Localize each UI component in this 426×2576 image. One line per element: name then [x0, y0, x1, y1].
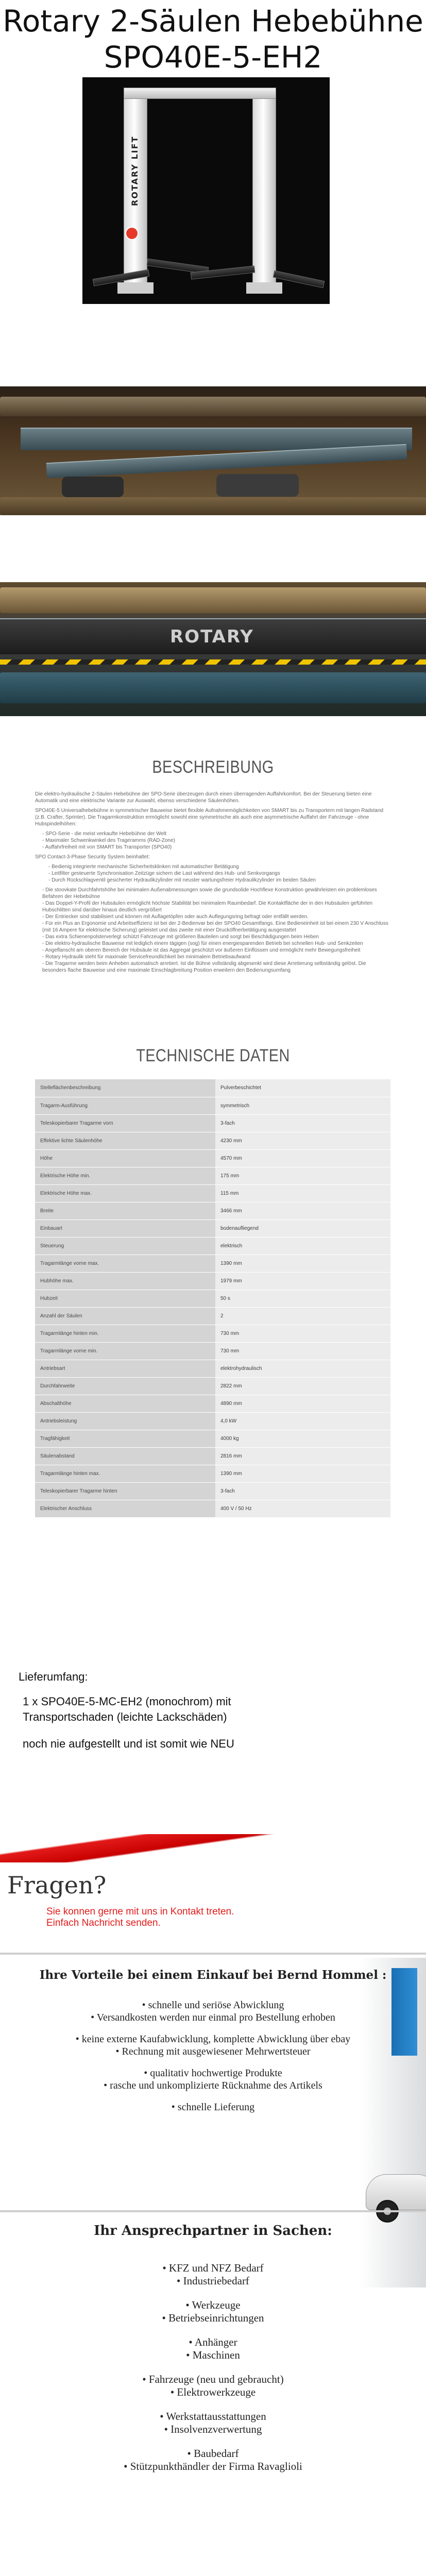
- lift-column-right: [252, 88, 276, 294]
- list-item: • Fahrzeuge (neu und gebraucht): [142, 2373, 284, 2385]
- advantages-group: [0, 2067, 426, 2092]
- specs-heading: TECHNISCHE DATEN: [136, 1046, 290, 1065]
- questions-title: Fragen?: [7, 1871, 107, 1899]
- spec-label: Antriebsleistung: [35, 1412, 215, 1430]
- spec-row: [35, 1132, 390, 1149]
- specs-table-body: [35, 1079, 390, 1517]
- spec-label: Einbauart: [35, 1219, 215, 1237]
- list-item: - Leitfilter gesteuerte Synchronisation Zeitzüge sichern die Last während des Hub- und Senkvorgangs: [48, 870, 390, 877]
- spec-value: 1979 mm: [215, 1272, 390, 1290]
- spec-label: Elektrische Höhe max.: [35, 1184, 215, 1202]
- lift-control-knob: [125, 227, 139, 240]
- lift-top-beam: [124, 88, 276, 99]
- spec-row: [35, 1114, 390, 1132]
- spec-label: Teleskopierbarer Tragarme vorn: [35, 1114, 215, 1132]
- contact-partner-group: [0, 2373, 426, 2399]
- questions-line-2: Einfach Nachricht senden.: [46, 1918, 161, 1928]
- title-line-2: SPO40E-5-EH2: [104, 40, 322, 75]
- spec-row: [35, 1412, 390, 1430]
- brand-text-rotary: ROTARY: [170, 626, 254, 647]
- lift-base-plate: [246, 282, 282, 294]
- list-item: - Angeflanscht am oberen Bereich der Hubsäule ist das Aggregat geschützt vor äußeren Einflüssen und ermöglicht mehr Bewegungsfreiheit: [42, 947, 390, 954]
- wood-pallet: [0, 497, 426, 515]
- list-item: - Die elektro-hydraulische Bauweise mit lediglich einem tägigen (sog) für einen energiesparenden Betrieb bei schnellen Hub- und Senkzeiten: [42, 940, 390, 947]
- spec-value: 1390 mm: [215, 1465, 390, 1482]
- spec-row: [35, 1360, 390, 1377]
- list-item: • Baubedarf: [187, 2447, 239, 2460]
- spec-value: 50 s: [215, 1290, 390, 1307]
- description-text: [35, 791, 390, 977]
- list-item: • Stützpunkthändler der Firma Ravaglioli: [124, 2460, 302, 2472]
- contact-partner-group: [0, 2410, 426, 2436]
- spec-value: 4890 mm: [215, 1395, 390, 1412]
- spec-label: Tragarmlänge vorne min.: [35, 1342, 215, 1360]
- listing-title: [0, 0, 426, 77]
- spec-label: Steuerung: [35, 1237, 215, 1255]
- list-item: - Die stoovkate Durchfahrtshöhe bei minimalen Außenabmessungen sowie die grundsolide Hochflexe Konstruktion gewährleisten ein problemloses Befahren der Hebebühne: [42, 887, 390, 900]
- description-heading: BESCHREIBUNG: [152, 757, 274, 777]
- delivery-item-line-1: 1 x SPO40E-5-MC-EH2 (monochrom) mit: [23, 1695, 231, 1708]
- spec-label: Anzahl der Säulen: [35, 1307, 215, 1325]
- list-item: - Für ein Plus an Ergonomie und Arbeitseffizienz ist bei der 2-Bedienvar bei der SPO40 Gesamtfangs. Eine Bedieneinheit ist bei einem 230 V Anschluss (mit 16 Ampere für elektrische Sicherung) geleistet und das zweite mit einer Drucköffnerbetätigung ausgestattet: [42, 920, 390, 934]
- list-item: • Insolvenzverwertung: [164, 2423, 262, 2435]
- list-item: • rasche und unkomplizierte Rücknahme des Artikels: [104, 2080, 322, 2091]
- list-item: • qualitativ hochwertige Produkte: [144, 2067, 282, 2079]
- spec-label: Elektrischer Anschluss: [35, 1500, 215, 1517]
- spec-row: [35, 1307, 390, 1325]
- list-item: • Werkzeuge: [185, 2299, 241, 2311]
- spec-value: elektrohydraulisch: [215, 1360, 390, 1377]
- spec-value: 4230 mm: [215, 1132, 390, 1149]
- list-item: • Industriebedarf: [177, 2275, 249, 2287]
- spec-value: 4,0 kW: [215, 1412, 390, 1430]
- spec-value: 730 mm: [215, 1342, 390, 1360]
- spec-label: Höhe: [35, 1149, 215, 1167]
- spec-value: 3-fach: [215, 1482, 390, 1500]
- contact-partner-group: [0, 2336, 426, 2362]
- list-item: - Die Tragarme werden beim Anheben automatisch arretiert. Ist die Bühne vollständig abgesenkt wird diese Arretierung selbständig gelöst. Die besonders flache Bauweise und eine maximale Einschlagbreitung Position erweitern den Bedienungsumfang: [42, 960, 390, 974]
- spec-label: Tragfähigkeit: [35, 1430, 215, 1447]
- spec-row: [35, 1395, 390, 1412]
- spec-row: [35, 1219, 390, 1237]
- list-item: • Maschinen: [186, 2349, 240, 2361]
- list-item: • KFZ und NFZ Bedarf: [162, 2262, 264, 2274]
- advantages-list: [0, 1999, 426, 2123]
- red-divider-stripe: [0, 1834, 426, 1862]
- list-item: - Rotary Hydraulik steht für maximale Servicefreundlichkeit bei minimalem Betriebsaufwand: [42, 954, 390, 960]
- spec-row: [35, 1447, 390, 1465]
- divider: [0, 1953, 426, 1955]
- delivery-scope-label: Lieferumfang:: [19, 1670, 88, 1683]
- spec-value: 1390 mm: [215, 1255, 390, 1272]
- description-paragraph: SPO Contact-3-Phase Security System beinhaltet:: [35, 854, 150, 860]
- spec-row: [35, 1482, 390, 1500]
- list-item: • Elektrowerkzeuge: [170, 2386, 256, 2398]
- list-item: • schnelle Lieferung: [171, 2102, 255, 2113]
- spec-label: Hubhöhe max.: [35, 1272, 215, 1290]
- contact-partner-list: [0, 2262, 426, 2484]
- spec-label: Antriebsart: [35, 1360, 215, 1377]
- spec-value: 3-fach: [215, 1114, 390, 1132]
- spec-label: Effektive lichte Säulenhöhe: [35, 1132, 215, 1149]
- description-paragraph: Die elektro-hydraulische 2-Säulen Hebebühne der SPO-Serie überzeugen durch einen überragenden Auffahrkomfort. Bei der Steuerung bieten eine Automatik und eine elektrische Variante zur Auswahl, ebenso verschiedene Säulenhöhen.: [35, 791, 372, 804]
- spec-row: [35, 1202, 390, 1219]
- spec-value: 115 mm: [215, 1184, 390, 1202]
- divider: [0, 2210, 426, 2212]
- spec-label: Tragarm-Ausführung: [35, 1097, 215, 1114]
- rubber-pad: [216, 474, 299, 497]
- specs-table: [35, 1079, 390, 1518]
- spec-label: Teleskopierbarer Tragarme hinten: [35, 1482, 215, 1500]
- delivery-scope-note: noch nie aufgestellt und ist somit wie NEU: [23, 1737, 234, 1750]
- spec-label: Durchfahrweite: [35, 1377, 215, 1395]
- product-photo-column: [0, 582, 426, 716]
- list-item: • Rechnung mit ausgewiesener Mehrwertsteuer: [115, 2046, 311, 2057]
- spec-row: [35, 1079, 390, 1097]
- spec-label: Tragarmlänge vorne max.: [35, 1255, 215, 1272]
- spec-row: [35, 1167, 390, 1184]
- contact-partner-group: [0, 2447, 426, 2473]
- list-item: - Der Entriecker sind stabilisiert und können mit Auflagetöpfen oder auch Auflegungsring befragt oder entfällt werden.: [42, 913, 390, 920]
- spec-value: bodenaufliegend: [215, 1219, 390, 1237]
- contact-partner-group: [0, 2299, 426, 2325]
- questions-text: [46, 1906, 234, 1929]
- contact-partner-group: [0, 2262, 426, 2287]
- spec-row: [35, 1237, 390, 1255]
- delivery-scope-item: [19, 1694, 410, 1725]
- product-photo-lift: [82, 77, 330, 304]
- spec-value: 4570 mm: [215, 1149, 390, 1167]
- spec-value: 4000 kg: [215, 1430, 390, 1447]
- lift-base-plate: [117, 282, 154, 294]
- description-paragraph: SPO40E-5 Universalhebebühne in symmetrischer Bauweise bietet flexible Aufnahmemöglichkeiten von SMART bis zu Transportern mit langen Radstand (z.B. Crafter, Sprinter). Die Tragarmkonstruktion ermöglicht sowohl eine symmetrische als auch eine asymmetrische Auffahrt der Fahrzeuge - ohne Hubspindelhöhen:: [35, 808, 384, 827]
- spec-value: Pulverbeschichtet: [215, 1079, 390, 1097]
- spec-value: 730 mm: [215, 1325, 390, 1342]
- spec-value: 175 mm: [215, 1167, 390, 1184]
- spec-value: 3466 mm: [215, 1202, 390, 1219]
- list-item: - Bedienig integrierte mechanische Sicherheitsklinken mit automatischer Betätigung: [48, 863, 390, 870]
- spec-row: [35, 1430, 390, 1447]
- spec-value: 2816 mm: [215, 1447, 390, 1465]
- spec-row: [35, 1149, 390, 1167]
- spec-label: Breite: [35, 1202, 215, 1219]
- list-item: • Versandkosten werden nur einmal pro Bestellung erhoben: [91, 2012, 335, 2023]
- list-item: - Auffahrfreiheit mit von SMART bis Transporter (SPO40): [42, 844, 390, 851]
- description-bullets: [42, 887, 390, 974]
- title-line-1: Rotary 2-Säulen Hebebühne: [3, 4, 423, 39]
- spec-value: 400 V / 50 Hz: [215, 1500, 390, 1517]
- spec-label: Tragarmlänge hinten min.: [35, 1325, 215, 1342]
- advantages-group: [0, 1999, 426, 2024]
- warning-stripe: [0, 659, 426, 665]
- spec-label: Säulenabstand: [35, 1447, 215, 1465]
- list-item: - Maximaler Schwenkwinkel des Trageramms (RAD-Zone): [42, 837, 390, 844]
- spec-label: Abschalthöhe: [35, 1395, 215, 1412]
- spec-label: Tragarmlänge hinten max.: [35, 1465, 215, 1482]
- spec-label: Stelleflächenbeschreibung: [35, 1079, 215, 1097]
- list-item: - Das Doppel-Y-Profil der Hubsäulen ermöglicht höchste Stabilität bei minimalem Raumbedarf. Die Kontaktfläche der in den Hubsäulen geführten Hubschlitten sind darüber hinaus deutlich vergrößert: [42, 900, 390, 913]
- product-photo-parts: [0, 386, 426, 515]
- spec-row: [35, 1290, 390, 1307]
- spec-row: [35, 1500, 390, 1517]
- spec-row: [35, 1377, 390, 1395]
- contact-partner-title: Ihr Ansprechpartner in Sachen:: [94, 2223, 332, 2239]
- spec-row: [35, 1465, 390, 1482]
- delivery-item-line-2: Transportschaden (leichte Lackschäden): [23, 1710, 227, 1723]
- spec-row: [35, 1255, 390, 1272]
- lift-brand-label: ROTARY LIFT: [130, 135, 140, 206]
- spec-label: Hubzeit: [35, 1290, 215, 1307]
- delivery-scope: [19, 1669, 410, 1752]
- wood-pallet: [0, 587, 426, 613]
- wood-pallet: [0, 397, 426, 416]
- list-item: - Durch Rückschlagventil gesicherter Hydraulikzylinder mit neuster wartungsfreier Hydraulikzylinder im beiden Säulen: [48, 877, 390, 884]
- advantages-group: [0, 2101, 426, 2113]
- rubber-pad: [62, 477, 124, 497]
- list-item: • schnelle und seriöse Abwicklung: [142, 1999, 284, 2011]
- list-item: • Betriebseinrichtungen: [162, 2312, 264, 2324]
- spec-row: [35, 1325, 390, 1342]
- spec-value: 2822 mm: [215, 1377, 390, 1395]
- advantages-title: Ihre Vorteile bei einem Einkauf bei Bernd Hommel :: [39, 1968, 387, 1982]
- questions-line-1: Sie konnen gerne mit uns in Kontakt treten.: [46, 1906, 234, 1917]
- list-item: - SPO-Serie - die meist verkaufte Hebebühne der Welt: [42, 831, 390, 837]
- list-item: • keine externe Kaufabwicklung, komplette Abwicklung über ebay: [75, 2033, 351, 2045]
- lift-arm-packed: [0, 672, 426, 703]
- list-item: - Das extra Schienenpolsterverlegt schützt Fahrzeuge mit größeren Bauteilen und sorgt bei Beschädigungen beim Heben: [42, 934, 390, 940]
- spec-value: elektrisch: [215, 1237, 390, 1255]
- description-sublist: [48, 863, 390, 884]
- spec-row: [35, 1184, 390, 1202]
- spec-row: [35, 1342, 390, 1360]
- description-list: [42, 831, 390, 851]
- spec-value: 2: [215, 1307, 390, 1325]
- spec-value: symmetrisch: [215, 1097, 390, 1114]
- list-item: • Anhänger: [189, 2336, 237, 2348]
- advantages-group: [0, 2033, 426, 2058]
- list-item: • Werkstattausstattungen: [160, 2410, 266, 2422]
- spec-row: [35, 1272, 390, 1290]
- spec-row: [35, 1097, 390, 1114]
- spec-label: Elektrische Höhe min.: [35, 1167, 215, 1184]
